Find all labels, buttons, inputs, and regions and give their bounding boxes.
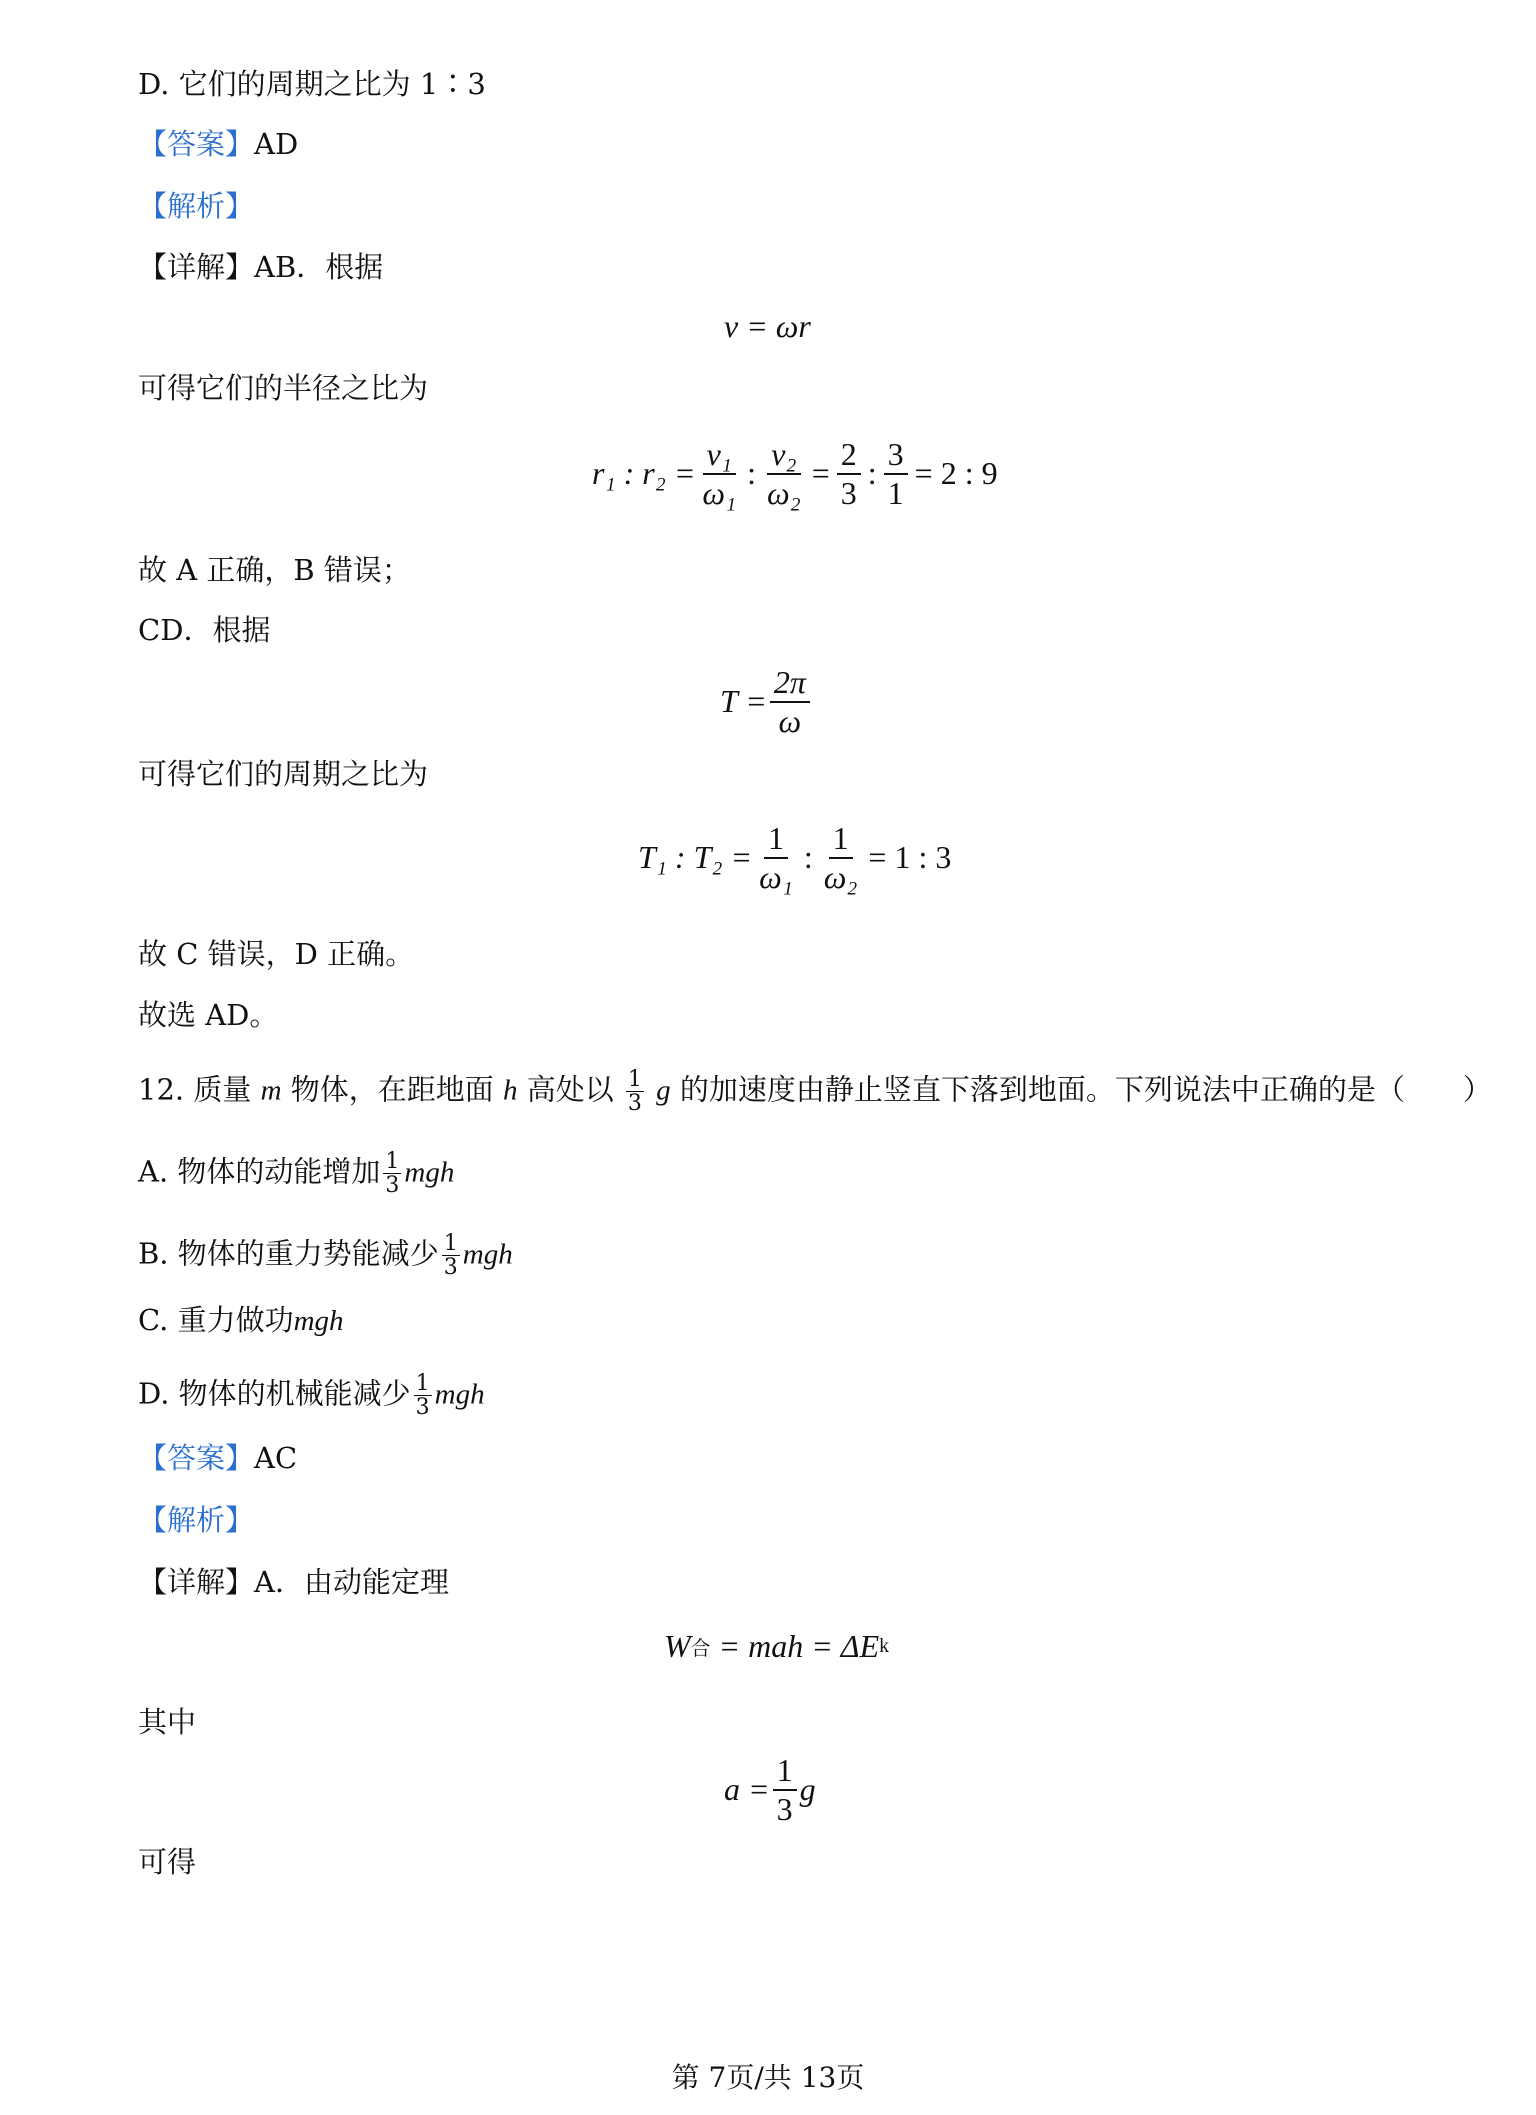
w-subscript: 合 bbox=[690, 1638, 711, 1660]
q12-detail-line bbox=[138, 1564, 449, 1600]
frac-num: 1 bbox=[829, 820, 853, 859]
frac-num: 2π bbox=[770, 664, 810, 703]
q12-option-a bbox=[138, 1150, 454, 1197]
stem-part: 高处以 bbox=[526, 1072, 614, 1107]
frac-num: 3 bbox=[884, 436, 908, 475]
frac-num: 1 bbox=[764, 820, 788, 859]
colon: : bbox=[747, 455, 757, 492]
equation-period-ratio bbox=[638, 820, 955, 896]
q12-option-d bbox=[138, 1372, 485, 1419]
frac-num: 1 bbox=[443, 1231, 458, 1256]
text-get: 可得 bbox=[138, 1845, 197, 1879]
frac-num: 1 bbox=[415, 1371, 430, 1396]
answer-line bbox=[138, 126, 298, 162]
eq3-lhs: T = bbox=[720, 683, 767, 720]
analysis-tag: 【解析】 bbox=[138, 189, 255, 223]
stem-part: 的加速度由静止竖直下落到地面。下列说法中正确的是（ ） bbox=[679, 1072, 1492, 1107]
var-mgh: mgh bbox=[404, 1156, 455, 1189]
frac-den: ω₂ bbox=[823, 858, 858, 895]
page-footer: 第 7页/共 13页 bbox=[671, 2061, 865, 2094]
detail-tag: 【详解】 bbox=[138, 1565, 255, 1599]
frac-num: 1 bbox=[773, 1752, 797, 1791]
conclusion-ab: 故 A 正确，B 错误； bbox=[138, 553, 411, 587]
conclusion-cd: 故 C 错误，D 正确。 bbox=[138, 937, 415, 971]
frac-den: 3 bbox=[840, 474, 857, 511]
eq6-lhs: a = bbox=[724, 1771, 770, 1808]
answer-value: AD bbox=[254, 127, 299, 161]
text-period-ratio: 可得它们的周期之比为 bbox=[138, 757, 429, 791]
eq3-frac bbox=[770, 664, 810, 740]
var-m: m bbox=[260, 1074, 282, 1107]
eq2-result: = 2 : 9 bbox=[914, 455, 998, 492]
var-mgh: mgh bbox=[293, 1305, 344, 1337]
eq4-result: = 1 : 3 bbox=[868, 839, 952, 876]
option-fraction bbox=[383, 1150, 401, 1197]
eq4-lhs: T₁ : T₂ = bbox=[638, 839, 753, 876]
frac-den: 1 bbox=[887, 474, 904, 511]
option-text: D. 物体的机械能减少 bbox=[138, 1376, 411, 1411]
answer-value: AC bbox=[254, 1441, 298, 1475]
frac-den: ω₂ bbox=[767, 474, 801, 511]
frac-num: 1 bbox=[627, 1067, 642, 1092]
frac-num: 2 bbox=[837, 436, 861, 475]
option-text: C. 重力做功 bbox=[138, 1303, 294, 1337]
eq2-frac-3 bbox=[837, 436, 861, 512]
option-fraction bbox=[442, 1232, 460, 1279]
eq1-text: v = ωr bbox=[724, 308, 811, 344]
detail-a-text: A．由动能定理 bbox=[254, 1565, 449, 1599]
detail-ab-text: AB．根据 bbox=[254, 250, 384, 284]
frac-den: ω₁ bbox=[759, 858, 793, 895]
frac-num: v₁ bbox=[703, 436, 736, 475]
frac-den: ω₁ bbox=[702, 474, 737, 511]
eq2-lhs: r₁ : r₂ = bbox=[592, 455, 696, 492]
eq6-frac bbox=[773, 1752, 797, 1828]
frac-den: 3 bbox=[385, 1173, 400, 1199]
answer-tag: 【答案】 bbox=[138, 127, 255, 161]
equation-a-third-g bbox=[724, 1752, 816, 1828]
eq2-frac-2 bbox=[763, 436, 805, 512]
text-radius-ratio: 可得它们的半径之比为 bbox=[138, 371, 429, 405]
q12-analysis-tag: 【解析】 bbox=[138, 1503, 255, 1537]
var-mgh: mgh bbox=[462, 1238, 513, 1271]
eq2-frac-4 bbox=[884, 436, 908, 512]
option-d: D. 它们的周期之比为 1∶3 bbox=[138, 67, 486, 101]
var-w: W bbox=[664, 1628, 691, 1664]
frac-num: 1 bbox=[385, 1149, 400, 1174]
ek-subscript: k bbox=[879, 1635, 890, 1657]
option-fraction bbox=[414, 1372, 432, 1419]
final-choice: 故选 AD。 bbox=[138, 998, 279, 1032]
var-mgh: mgh bbox=[434, 1378, 485, 1411]
option-text: B. 物体的重力势能减少 bbox=[138, 1236, 439, 1271]
colon: : bbox=[867, 455, 877, 492]
eq4-frac-1 bbox=[755, 820, 797, 896]
q12-answer-line bbox=[138, 1440, 297, 1476]
detail-cd: CD．根据 bbox=[138, 613, 271, 647]
text-where: 其中 bbox=[138, 1705, 197, 1739]
stem-fraction bbox=[626, 1068, 644, 1115]
var-g: g bbox=[799, 1771, 816, 1808]
detail-line-ab bbox=[138, 249, 383, 285]
equation-radius-ratio bbox=[592, 436, 1002, 512]
q12-option-c bbox=[138, 1302, 344, 1339]
stem-part: 12. 质量 bbox=[138, 1072, 252, 1107]
detail-tag: 【详解】 bbox=[138, 250, 255, 284]
eq5-rest: = mah = ΔE bbox=[718, 1628, 880, 1664]
equation-v-omega-r bbox=[724, 308, 811, 345]
option-text: A. 物体的动能增加 bbox=[138, 1154, 381, 1189]
var-h: h bbox=[502, 1074, 518, 1107]
frac-den: 3 bbox=[415, 1395, 430, 1421]
var-g: g bbox=[656, 1074, 671, 1107]
eq2-frac-1 bbox=[698, 436, 740, 512]
stem-part: 物体，在距地面 bbox=[290, 1072, 494, 1107]
q12-stem bbox=[138, 1068, 1492, 1115]
frac-num: v₂ bbox=[767, 436, 800, 475]
eq4-frac-2 bbox=[820, 820, 862, 896]
equation-work-energy bbox=[664, 1628, 889, 1665]
answer-tag: 【答案】 bbox=[138, 1441, 255, 1475]
frac-den: ω bbox=[778, 702, 802, 739]
equation-period bbox=[720, 664, 813, 740]
q12-option-b bbox=[138, 1232, 513, 1279]
colon: : bbox=[803, 839, 813, 876]
frac-den: 3 bbox=[627, 1091, 642, 1117]
frac-den: 3 bbox=[443, 1255, 458, 1281]
frac-den: 3 bbox=[776, 1790, 793, 1827]
equals: = bbox=[811, 455, 830, 492]
